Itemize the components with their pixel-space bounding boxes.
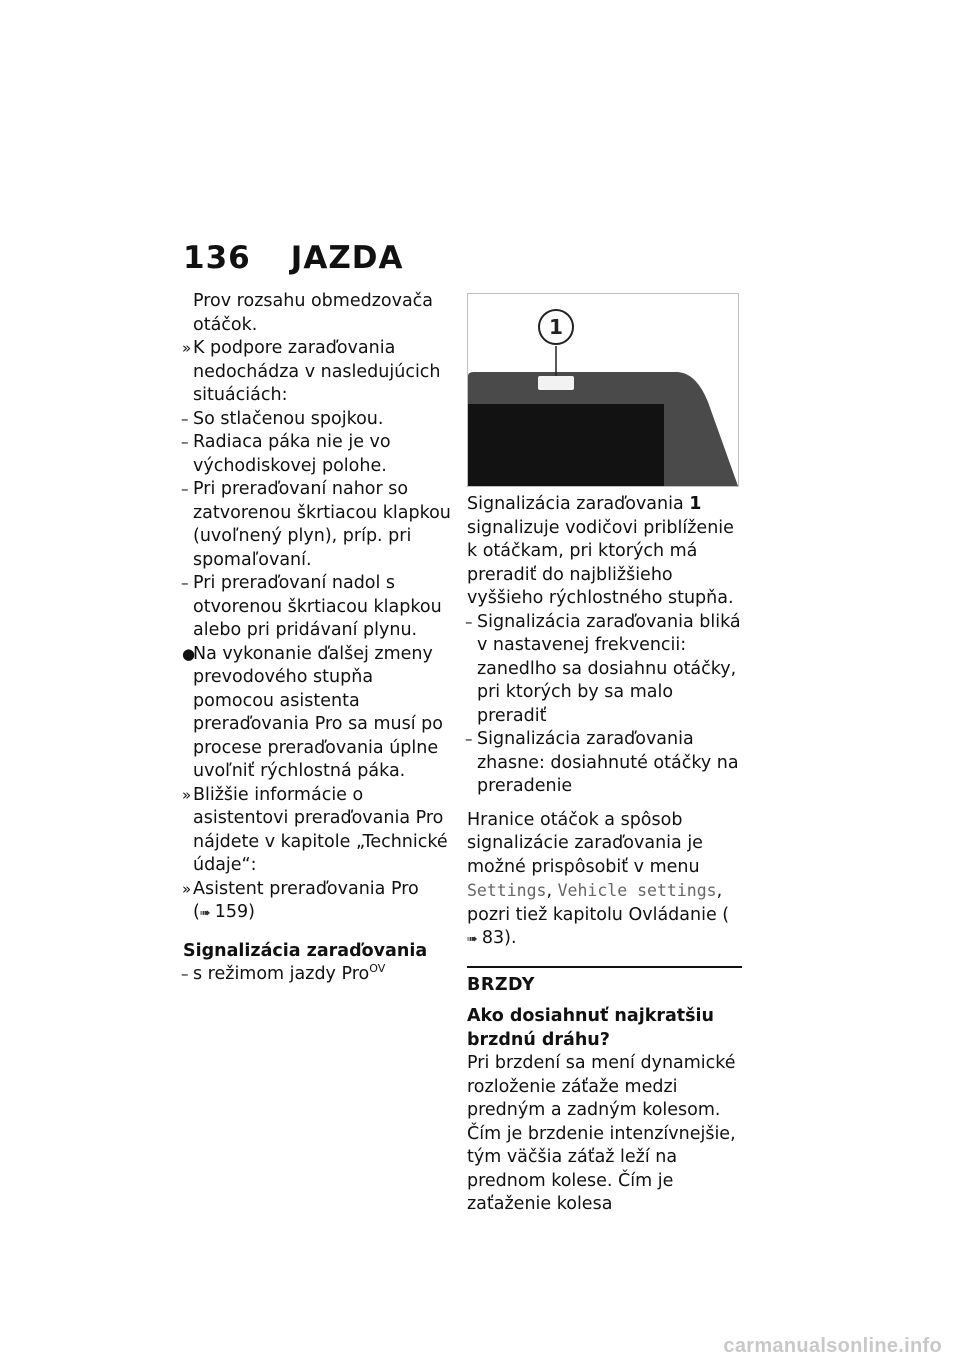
figure-caption: Signalizácia zaraďovania 1 signalizuje vodičovi priblíženie k otáčkam, pri ktorých má preradiť do najbližšieho vyššieho rýchlostného stupňa. [467, 494, 734, 608]
list-item: » K podpore zaraďovania nedochádza v nasledujúcich situáciách: [182, 338, 441, 405]
list-item: – So stlačenou spojkou. [183, 408, 453, 432]
shift-indicator-lamp [538, 376, 574, 390]
superscript-ov: OV [369, 962, 386, 976]
left-column [183, 290, 453, 987]
dash-bullet-icon: – [465, 612, 473, 631]
section-title: BRZDY [467, 974, 535, 995]
list-item: – Pri preraďovaní nadol s otvorenou škrtiacou klapkou alebo pri pridávaní plynu. [181, 573, 442, 640]
watermark: carmanualsonline.info [723, 1335, 942, 1357]
chapter-title: JAZDA [290, 240, 404, 276]
list-item: ● Na vykonanie ďalšej zmeny prevodového stupňa pomocou asistenta preraďovania Pro sa musí po procese preraďovania úplne uvoľniť rýchlostná páka. [182, 643, 443, 781]
menu-path-settings: Settings [467, 881, 547, 900]
dash-bullet-icon: – [181, 574, 189, 592]
page-reference: 83). [481, 928, 517, 948]
menu-path-vehicle-settings: Vehicle settings [557, 881, 717, 900]
list-item: » Bližšie informácie o asistentovi preraďovania Pro nájdete v kapitole „Technické údaje“: [182, 784, 448, 875]
paragraph: Hranice otáčok a spôsob signalizácie zaraďovania je možné prispôsobiť v menu Settings, Vehicle settings, pozri tiež kapitolu Ovládanie (➠ 83). [467, 809, 742, 952]
list-item: » Asistent preraďovania Pro (➠ 159) [183, 878, 453, 926]
list-item: – Radiaca páka nie je vo východiskovej polohe. [181, 432, 391, 476]
list-item: – Signalizácia zaraďovania bliká v nastavenej frekvencii: zanedlho sa dosiahnu otáčky, pri ktorých by sa malo preradiť [465, 611, 741, 726]
list-item: – s režimom jazdy Pro$^{OV}$ [183, 963, 453, 987]
list-item: – Pri preraďovaní nahor so zatvorenou škrtiacou klapkou (uvoľnený plyn), príp. pri spomaľovaní. [181, 479, 451, 570]
display-illustration [468, 294, 738, 486]
raquo-bullet-icon: » [182, 785, 192, 804]
raquo-bullet-icon: » [182, 339, 192, 357]
dash-bullet-icon: – [181, 965, 189, 983]
dash-bullet-icon: – [181, 433, 189, 451]
page-reference: 159) [214, 902, 255, 922]
page-reference-arrow-icon: ➠ [467, 932, 478, 947]
page-header [183, 240, 404, 276]
callout-number: 1 [549, 315, 563, 339]
dot-bullet-icon: ● [182, 644, 196, 663]
right-column [467, 293, 742, 1217]
page-number: 136 [183, 240, 251, 276]
list-item: – Signalizácia zaraďovania zhasne: dosiahnuté otáčky na preradenie [465, 729, 739, 796]
question-heading: Ako dosiahnuť najkratšiu brzdnú dráhu? [467, 1006, 715, 1050]
raquo-bullet-icon: » [182, 879, 192, 898]
page-reference-arrow-icon: ➠ [199, 906, 211, 921]
subsection-heading: Signalizácia zaraďovania [183, 940, 428, 961]
section-divider [467, 966, 742, 998]
paragraph: Prov rozsahu obmedzovača otáčok. [193, 291, 434, 335]
shift-light-figure [467, 293, 739, 487]
dash-bullet-icon: – [465, 730, 473, 748]
dash-bullet-icon: – [181, 409, 189, 428]
dash-bullet-icon: – [181, 480, 189, 498]
paragraph: Pri brzdení sa mení dynamické rozloženie záťaže medzi predným a zadným kolesom. Čím je brzdenie intenzívnejšie, tým väčšia záťaž leží na prednom kolese. Čím je zaťaženie kolesa [467, 1053, 736, 1214]
